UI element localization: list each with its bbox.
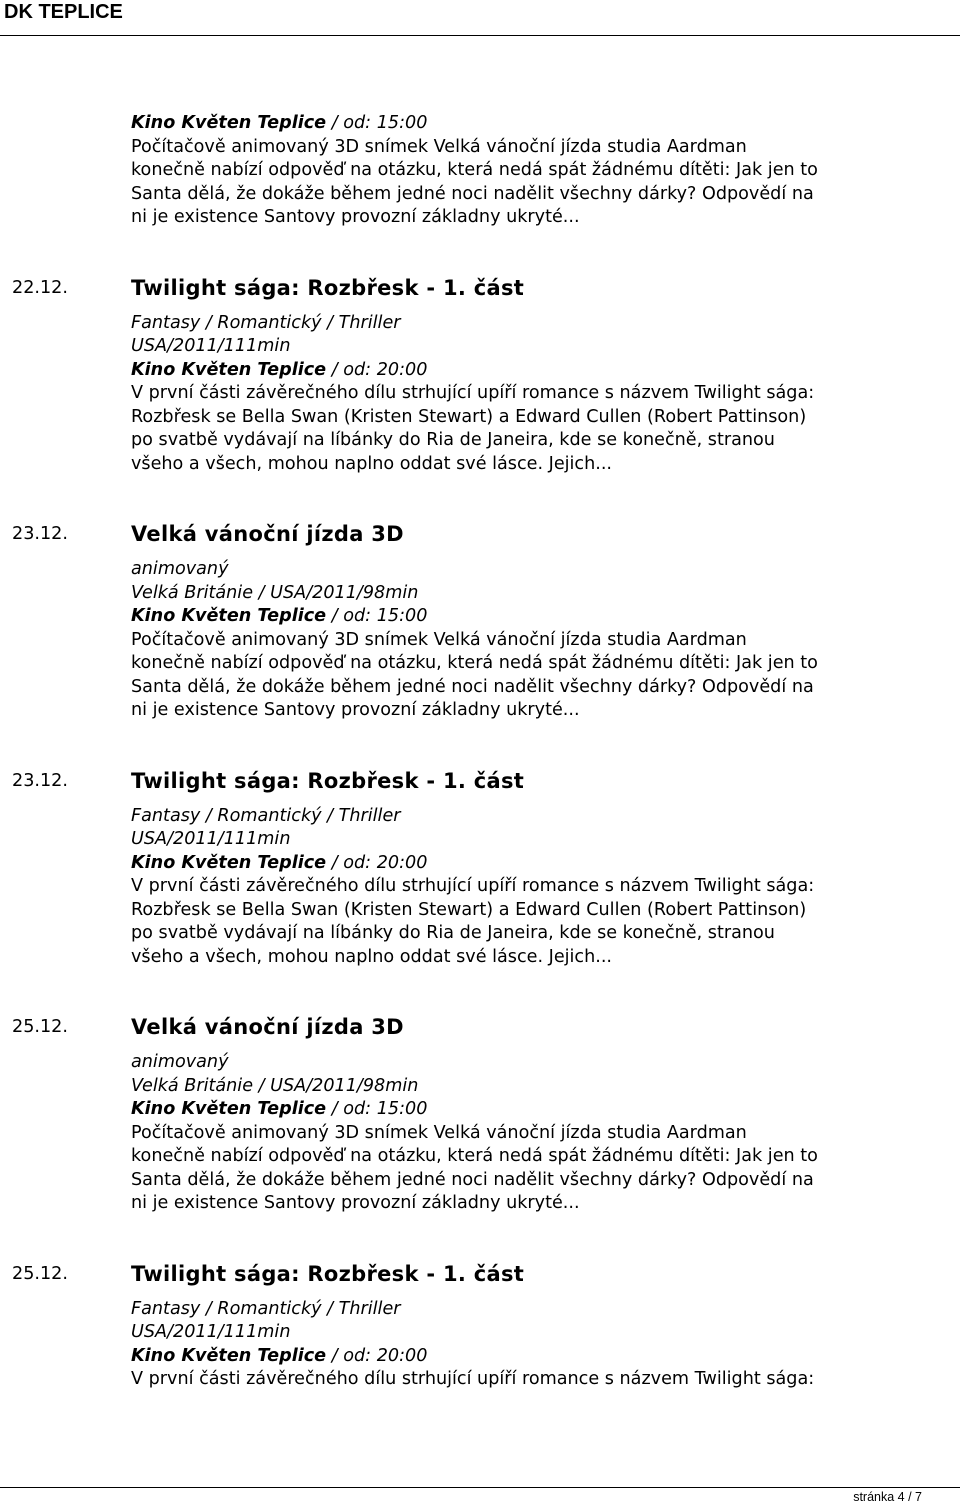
showtime: / od: 20:00 <box>331 359 428 380</box>
entry-date: 23.12. <box>12 524 68 544</box>
header-divider <box>0 35 960 36</box>
description-line: V první části závěrečného dílu strhující upíří romance s názvem Twilight sága: <box>131 383 815 403</box>
venue-name: Kino Květen Teplice <box>131 113 327 133</box>
program-list <box>0 112 960 1392</box>
origin-line: Velká Británie / USA/2011/98min <box>131 582 419 603</box>
continued-entry <box>131 112 911 230</box>
description-line: Rozbřesk se Bella Swan (Kristen Stewart) a Edward Cullen (Robert Pattinson) <box>131 899 807 920</box>
genre-line: Fantasy / Romantický / Thriller <box>131 805 401 826</box>
entry-details <box>131 312 931 477</box>
showtime: / od: 20:00 <box>331 1345 428 1366</box>
genre-line: Fantasy / Romantický / Thriller <box>131 312 401 333</box>
description-line: konečně nabízí odpověď na otázku, která nedá spát žádnému dítěti: Jak jen to <box>131 160 818 180</box>
origin-line: USA/2011/111min <box>131 829 291 849</box>
entry-date: 23.12. <box>12 770 68 791</box>
venue-name: Kino Květen Teplice <box>131 852 327 873</box>
description-line: Počítačově animovaný 3D snímek Velká vánoční jízda studia Aardman <box>131 629 747 650</box>
program-entry <box>0 516 960 723</box>
showtime: / od: 15:00 <box>331 606 428 626</box>
description-line: všeho a všech, mohou naplno oddat své lásce. Jejich... <box>131 453 613 474</box>
movie-title: Twilight sága: Rozbřesk - 1. část <box>131 275 525 300</box>
description-line: Santa dělá, že dokáže během jedné noci nadělit všechny dárky? Odpovědí na <box>131 183 814 204</box>
program-entry <box>0 1256 960 1392</box>
description-line: Santa dělá, že dokáže během jedné noci nadělit všechny dárky? Odpovědí na <box>131 676 814 697</box>
program-entry <box>0 763 960 970</box>
showtime: / od: 15:00 <box>331 113 428 133</box>
description-line: V první části závěrečného dílu strhující upíří romance s názvem Twilight sága: <box>131 1369 815 1389</box>
movie-title: Velká vánoční jízda 3D <box>131 522 404 546</box>
description-line: všeho a všech, mohou naplno oddat své lásce. Jejich... <box>131 946 613 967</box>
description-line: Počítačově animovaný 3D snímek Velká vánoční jízda studia Aardman <box>131 136 747 157</box>
venue-name: Kino Květen Teplice <box>131 1345 327 1366</box>
entry-date: 25.12. <box>12 1263 68 1284</box>
program-entry <box>0 270 960 477</box>
venue-name: Kino Květen Teplice <box>131 1099 327 1119</box>
venue-line <box>131 1098 931 1122</box>
venue-line <box>131 359 931 383</box>
venue-line <box>131 605 931 629</box>
description-line: Počítačově animovaný 3D snímek Velká vánoční jízda studia Aardman <box>131 1122 747 1143</box>
entry-details <box>131 1298 931 1392</box>
showtime: / od: 15:00 <box>331 1099 428 1119</box>
entry-details <box>131 1051 931 1216</box>
page-number: stránka 4 / 7 <box>853 1490 922 1504</box>
entry-details <box>131 805 931 970</box>
origin-line: Velká Británie / USA/2011/98min <box>131 1075 419 1096</box>
description-line: konečně nabízí odpověď na otázku, která nedá spát žádnému dítěti: Jak jen to <box>131 653 818 673</box>
description-line: Santa dělá, že dokáže během jedné noci nadělit všechny dárky? Odpovědí na <box>131 1169 814 1190</box>
showtime: / od: 20:00 <box>331 852 428 873</box>
venue-name: Kino Květen Teplice <box>131 359 327 380</box>
movie-title: Twilight sága: Rozbřesk - 1. část <box>131 768 525 793</box>
movie-title: Twilight sága: Rozbřesk - 1. část <box>131 1261 525 1286</box>
description-line: po svatbě vydávají na líbánky do Ria de Janeira, kde se konečně, stranou <box>131 430 775 450</box>
venue-line <box>131 852 931 876</box>
header-title: DK TEPLICE <box>4 1 123 23</box>
venue-line <box>131 112 911 136</box>
entry-details <box>131 558 931 723</box>
description-line: konečně nabízí odpověď na otázku, která nedá spát žádnému dítěti: Jak jen to <box>131 1146 818 1166</box>
footer-divider <box>0 1487 960 1488</box>
origin-line: USA/2011/111min <box>131 336 291 356</box>
description-line: ni je existence Santovy provozní základny ukryté... <box>131 700 580 720</box>
movie-title: Velká vánoční jízda 3D <box>131 1015 404 1039</box>
entry-date: 25.12. <box>12 1017 68 1037</box>
page-header <box>0 0 960 36</box>
description-line: Rozbřesk se Bella Swan (Kristen Stewart) a Edward Cullen (Robert Pattinson) <box>131 406 807 427</box>
description-line: ni je existence Santovy provozní základny ukryté... <box>131 1193 580 1213</box>
description-line: ni je existence Santovy provozní základny ukryté... <box>131 207 580 227</box>
description-line: po svatbě vydávají na líbánky do Ria de Janeira, kde se konečně, stranou <box>131 923 775 943</box>
description-line: V první části závěrečného dílu strhující upíří romance s názvem Twilight sága: <box>131 876 815 896</box>
venue-name: Kino Květen Teplice <box>131 606 327 626</box>
program-entry <box>0 1009 960 1216</box>
origin-line: USA/2011/111min <box>131 1322 291 1342</box>
venue-line <box>131 1345 931 1369</box>
genre-line: animovaný <box>131 1052 229 1072</box>
entry-date: 22.12. <box>12 277 68 298</box>
genre-line: Fantasy / Romantický / Thriller <box>131 1298 401 1319</box>
genre-line: animovaný <box>131 559 229 579</box>
